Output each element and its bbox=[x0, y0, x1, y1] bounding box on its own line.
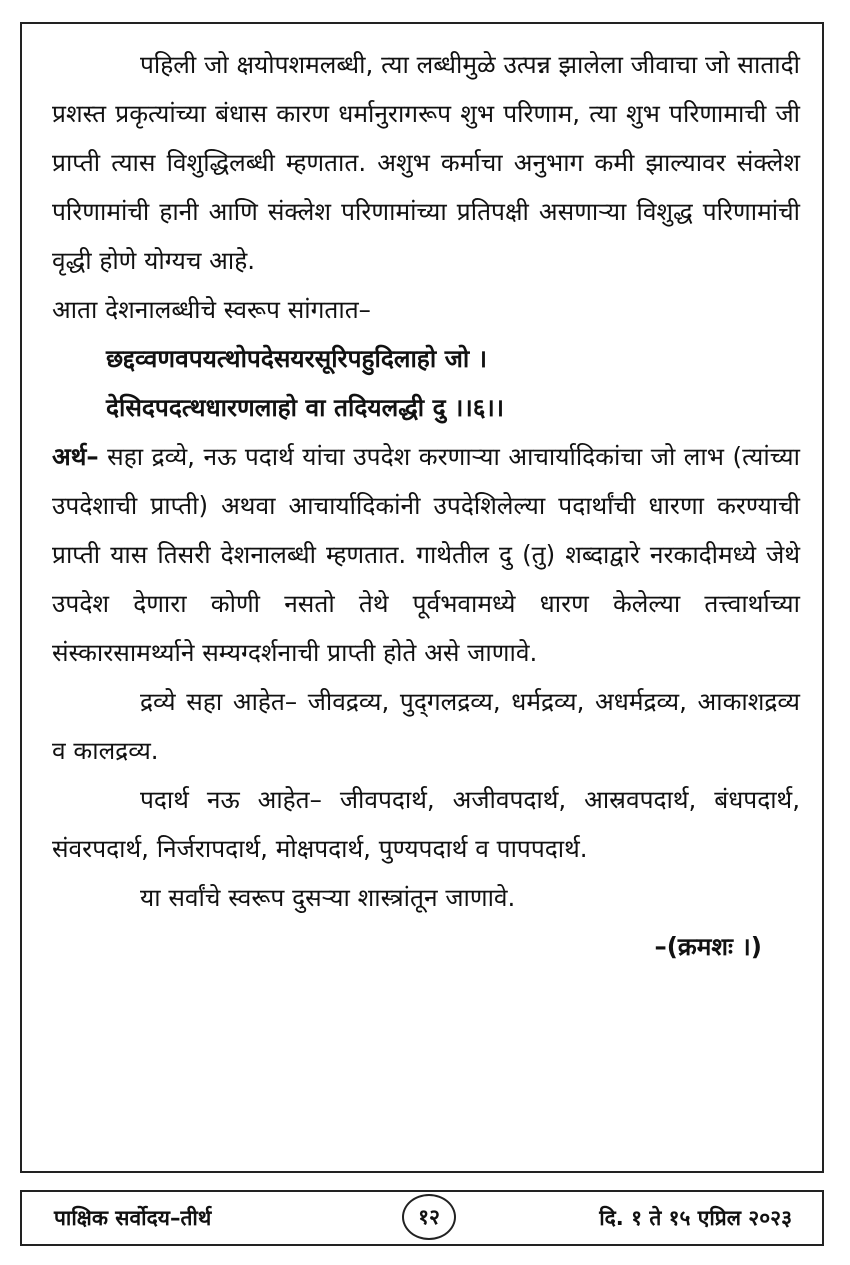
paragraph-dravya: द्रव्ये सहा आहेत– जीवद्रव्य, पुद्‌गलद्रव्य, धर्मद्रव्य, अधर्मद्रव्य, आकाशद्रव्य व कालद्रव्य. bbox=[52, 687, 800, 765]
paragraph-padartha: पदार्थ नऊ आहेत– जीवपदार्थ, अजीवपदार्थ, आस्रवपदार्थ, बंधपदार्थ, संवरपदार्थ, निर्जरापदार्थ, मोक्षपदार्थ, पुण्यपदार्थ व पापपदार्थ. bbox=[52, 785, 800, 863]
paragraph-closing: या सर्वांचे स्वरूप दुसऱ्या शास्त्रांतून जाणावे. bbox=[140, 883, 516, 912]
intro-line: आता देशनालब्धीचे स्वरूप सांगतात– bbox=[52, 295, 371, 324]
verse-line-2: देसिदपदत्थधारणलाहो वा तदियलद्धी दु ।।६।। bbox=[106, 393, 505, 422]
verse-line-1: छद्दव्वणवपयत्थोपदेसयरसूरिपहुदिलाहो जो । bbox=[106, 344, 488, 373]
paragraph-vishuddhi: पहिली जो क्षयोपशमलब्धी, त्या लब्धीमुळे उत्पन्न झालेला जीवाचा जो सातादी प्रशस्त प्रकृत्यांच्या बंधास कारण धर्मानुरागरूप शुभ परिणाम, त्या शुभ परिणामाची जी प्राप्ती त्यास विशुद्धिलब्धी म्हणतात. अशुभ कर्माचा अनुभाग कमी झाल्यावर संक्लेश परिणामांची हानी आणि संक्लेश परिणामांच्या प्रतिपक्षी असणाऱ्या विशुद्ध परिणामांची वृद्धी होणे योग्यच आहे. bbox=[52, 50, 800, 275]
article-body bbox=[52, 40, 800, 971]
issue-date: दि. १ ते १५ एप्रिल २०२३ bbox=[599, 1206, 792, 1230]
continued-note: –(क्रमशः ।) bbox=[654, 932, 762, 961]
publication-name: पाक्षिक सर्वोदय–तीर्थ bbox=[54, 1206, 212, 1230]
paragraph-artha bbox=[52, 432, 800, 677]
page-number: १२ bbox=[402, 1194, 456, 1240]
artha-label: अर्थ– bbox=[52, 442, 99, 471]
artha-text: सहा द्रव्ये, नऊ पदार्थ यांचा उपदेश करणाऱ्या आचार्यादिकांचा जो लाभ (त्यांच्या उपदेशाची प्राप्ती) अथवा आचार्यादिकांनी उपदेशिलेल्या पदार्थांची धारणा करण्याची प्राप्ती यास तिसरी देशनालब्धी म्हणतात. गाथेतील दु (तु) शब्दाद्वारे नरकादीमध्ये जेथे उपदेश देणारा कोणी नसतो तेथे पूर्वभवामध्ये धारण केलेल्या तत्त्वार्थाच्या संस्कारसामर्थ्याने सम्यग्दर्शनाची प्राप्ती होते असे जाणावे. bbox=[52, 442, 800, 667]
page-footer bbox=[20, 1190, 824, 1246]
